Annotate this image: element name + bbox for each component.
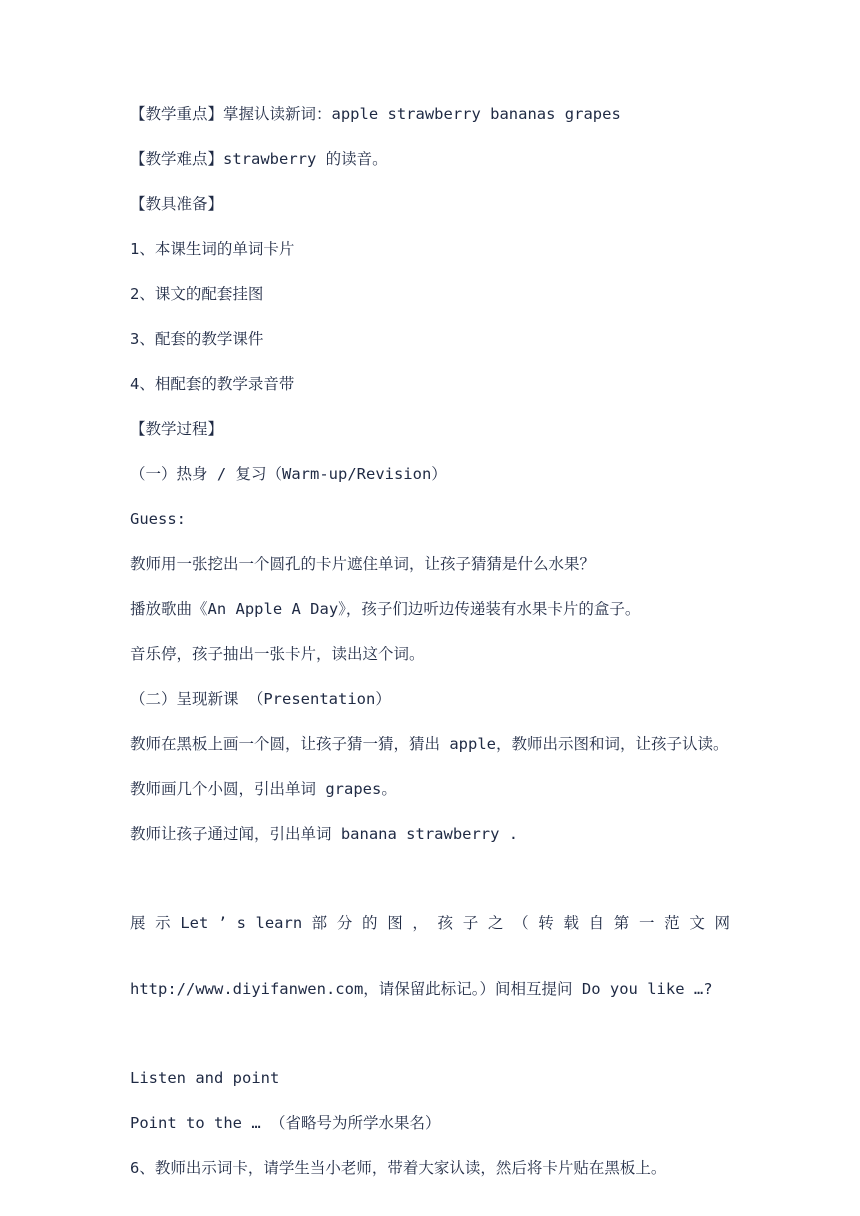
guess-step-3: 音乐停，孩子抽出一张卡片，读出这个词。: [130, 645, 425, 663]
material-item-4: 4、相配套的教学录音带: [130, 375, 295, 393]
guess-step-1: 教师用一张挖出一个圆孔的卡片遮住单词，让孩子猜猜是什么水果？: [130, 555, 596, 573]
presentation-step-1: 教师在黑板上画一个圆，让孩子猜一猜，猜出 apple，教师出示图和词，让孩子认读。: [130, 735, 729, 753]
presentation-step-2: 教师画几个小圆，引出单词 grapes。: [130, 780, 397, 798]
presentation-heading: （二）呈现新课 （Presentation）: [130, 690, 391, 708]
teaching-difficulty: 【教学难点】strawberry 的读音。: [130, 150, 388, 168]
warmup-heading: （一）热身 / 复习（Warm-up/Revision）: [130, 465, 447, 483]
process-heading: 【教学过程】: [130, 420, 224, 438]
guess-step-2: 播放歌曲《An Apple A Day》，孩子们边听边传递装有水果卡片的盒子。: [130, 600, 641, 618]
presentation-step-4: [130, 868, 730, 1044]
materials-heading: 【教具准备】: [130, 195, 224, 213]
document-body: [130, 103, 730, 1202]
material-item-3: 3、配套的教学课件: [130, 330, 264, 348]
presentation-step-4-line-2: http://www.diyifanwen.com，请保留此标记。）间相互提问 Do you like …?: [130, 980, 713, 998]
listen-and-point: Listen and point: [130, 1069, 280, 1087]
step-6: 6、教师出示词卡，请学生当小老师，带着大家认读，然后将卡片贴在黑板上。: [130, 1159, 667, 1177]
teaching-focus: 【教学重点】掌握认读新词：apple strawberry bananas grapes: [130, 105, 621, 123]
presentation-step-3: 教师让孩子通过闻，引出单词 banana strawberry .: [130, 825, 519, 843]
material-item-2: 2、课文的配套挂图: [130, 285, 264, 303]
material-item-1: 1、本课生词的单词卡片: [130, 240, 295, 258]
guess-label: Guess:: [130, 510, 186, 528]
presentation-step-4-line-1: 展 示 Let ’ s learn 部 分 的 图 ， 孩 子 之 （ 转 载 自 第 一 范 文 网: [130, 914, 730, 932]
point-to-the: Point to the … （省略号为所学水果名）: [130, 1114, 441, 1132]
